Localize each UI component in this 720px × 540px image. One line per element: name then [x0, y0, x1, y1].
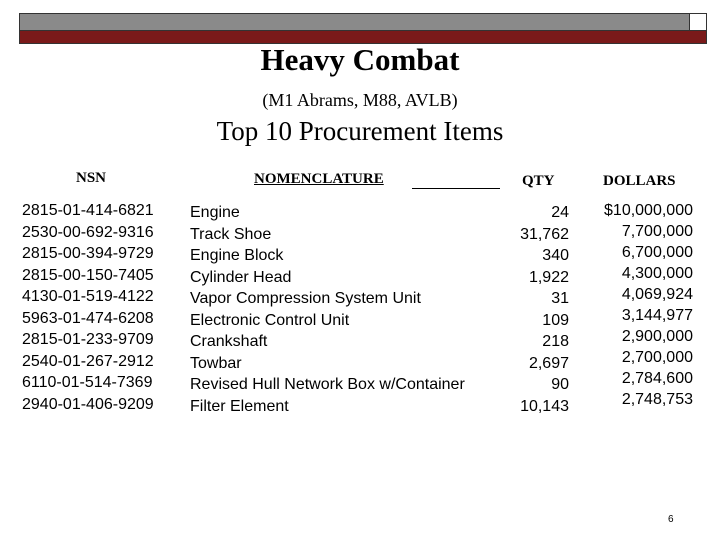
nsn-cell: 2815-00-150-7405 — [22, 266, 154, 284]
nomenclature-cell: Electronic Control Unit — [190, 311, 350, 329]
nsn-cell: 2940-01-406-9209 — [22, 395, 154, 413]
nomenclature-cell: Crankshaft — [190, 333, 268, 350]
nsn-cell: 2530-00-692-9316 — [22, 223, 154, 241]
dollars-cell: 2,900,000 — [621, 328, 693, 345]
qty-column — [480, 202, 569, 417]
nomenclature-cell: Vapor Compression System Unit — [190, 290, 421, 307]
nomenclature-cell: Towbar — [190, 354, 242, 372]
dollars-cell: 2,700,000 — [621, 349, 693, 366]
nomenclature-cell: Filter Element — [190, 397, 289, 415]
dollars-cell: 7,700,000 — [621, 223, 693, 240]
dollars-column — [583, 200, 693, 410]
nsn-cell: 5963-01-474-6208 — [22, 309, 154, 327]
qty-cell: 31 — [551, 290, 569, 307]
qty-cell: 2,697 — [528, 354, 569, 372]
dollars-cell: 3,144,977 — [621, 307, 693, 324]
qty-cell: 10,143 — [520, 397, 569, 415]
header-underline — [412, 188, 500, 189]
nomenclature-cell: Engine — [190, 204, 240, 221]
nomenclature-cell: Engine Block — [190, 247, 284, 264]
slide-subtitle: (M1 Abrams, M88, AVLB) — [262, 90, 458, 110]
dollars-cell: 4,069,924 — [621, 286, 693, 303]
nomenclature-cell: Cylinder Head — [190, 268, 292, 286]
dollars-cell: 4,300,000 — [621, 265, 693, 282]
nomenclature-column — [190, 202, 465, 417]
dollars-cell: $10,000,000 — [604, 202, 693, 219]
nsn-cell: 2815-00-394-9729 — [22, 245, 154, 262]
page-number: 6 — [668, 514, 674, 525]
slide-title: Heavy Combat — [260, 42, 460, 77]
slide-heading: Top 10 Procurement Items — [216, 116, 504, 146]
nsn-cell: 2815-01-414-6821 — [22, 202, 154, 219]
dollars-cell: 2,784,600 — [621, 370, 693, 387]
qty-cell: 24 — [551, 204, 569, 221]
nsn-column — [22, 200, 154, 415]
header-bar-gray — [19, 13, 692, 31]
nsn-cell: 4130-01-519-4122 — [22, 288, 154, 305]
header-bar-square — [689, 13, 707, 31]
column-header-dollars: DOLLARS — [603, 173, 676, 189]
nsn-cell: 2815-01-233-9709 — [22, 331, 154, 348]
column-header-nomenclature: NOMENCLATURE — [254, 171, 384, 187]
column-header-nsn: NSN — [76, 170, 107, 186]
dollars-cell: 6,700,000 — [621, 244, 693, 261]
qty-cell: 31,762 — [520, 225, 569, 243]
nsn-cell: 2540-01-267-2912 — [22, 352, 154, 370]
nsn-cell: 6110-01-514-7369 — [22, 374, 153, 391]
dollars-cell: 2,748,753 — [621, 391, 693, 408]
nomenclature-cell: Revised Hull Network Box w/Container — [190, 376, 465, 393]
qty-cell: 218 — [542, 333, 569, 350]
nomenclature-cell: Track Shoe — [190, 225, 272, 243]
qty-cell: 90 — [551, 376, 569, 393]
qty-cell: 1,922 — [528, 268, 569, 286]
column-header-qty: QTY — [522, 173, 555, 189]
qty-cell: 340 — [542, 247, 569, 264]
qty-cell: 109 — [542, 311, 569, 329]
